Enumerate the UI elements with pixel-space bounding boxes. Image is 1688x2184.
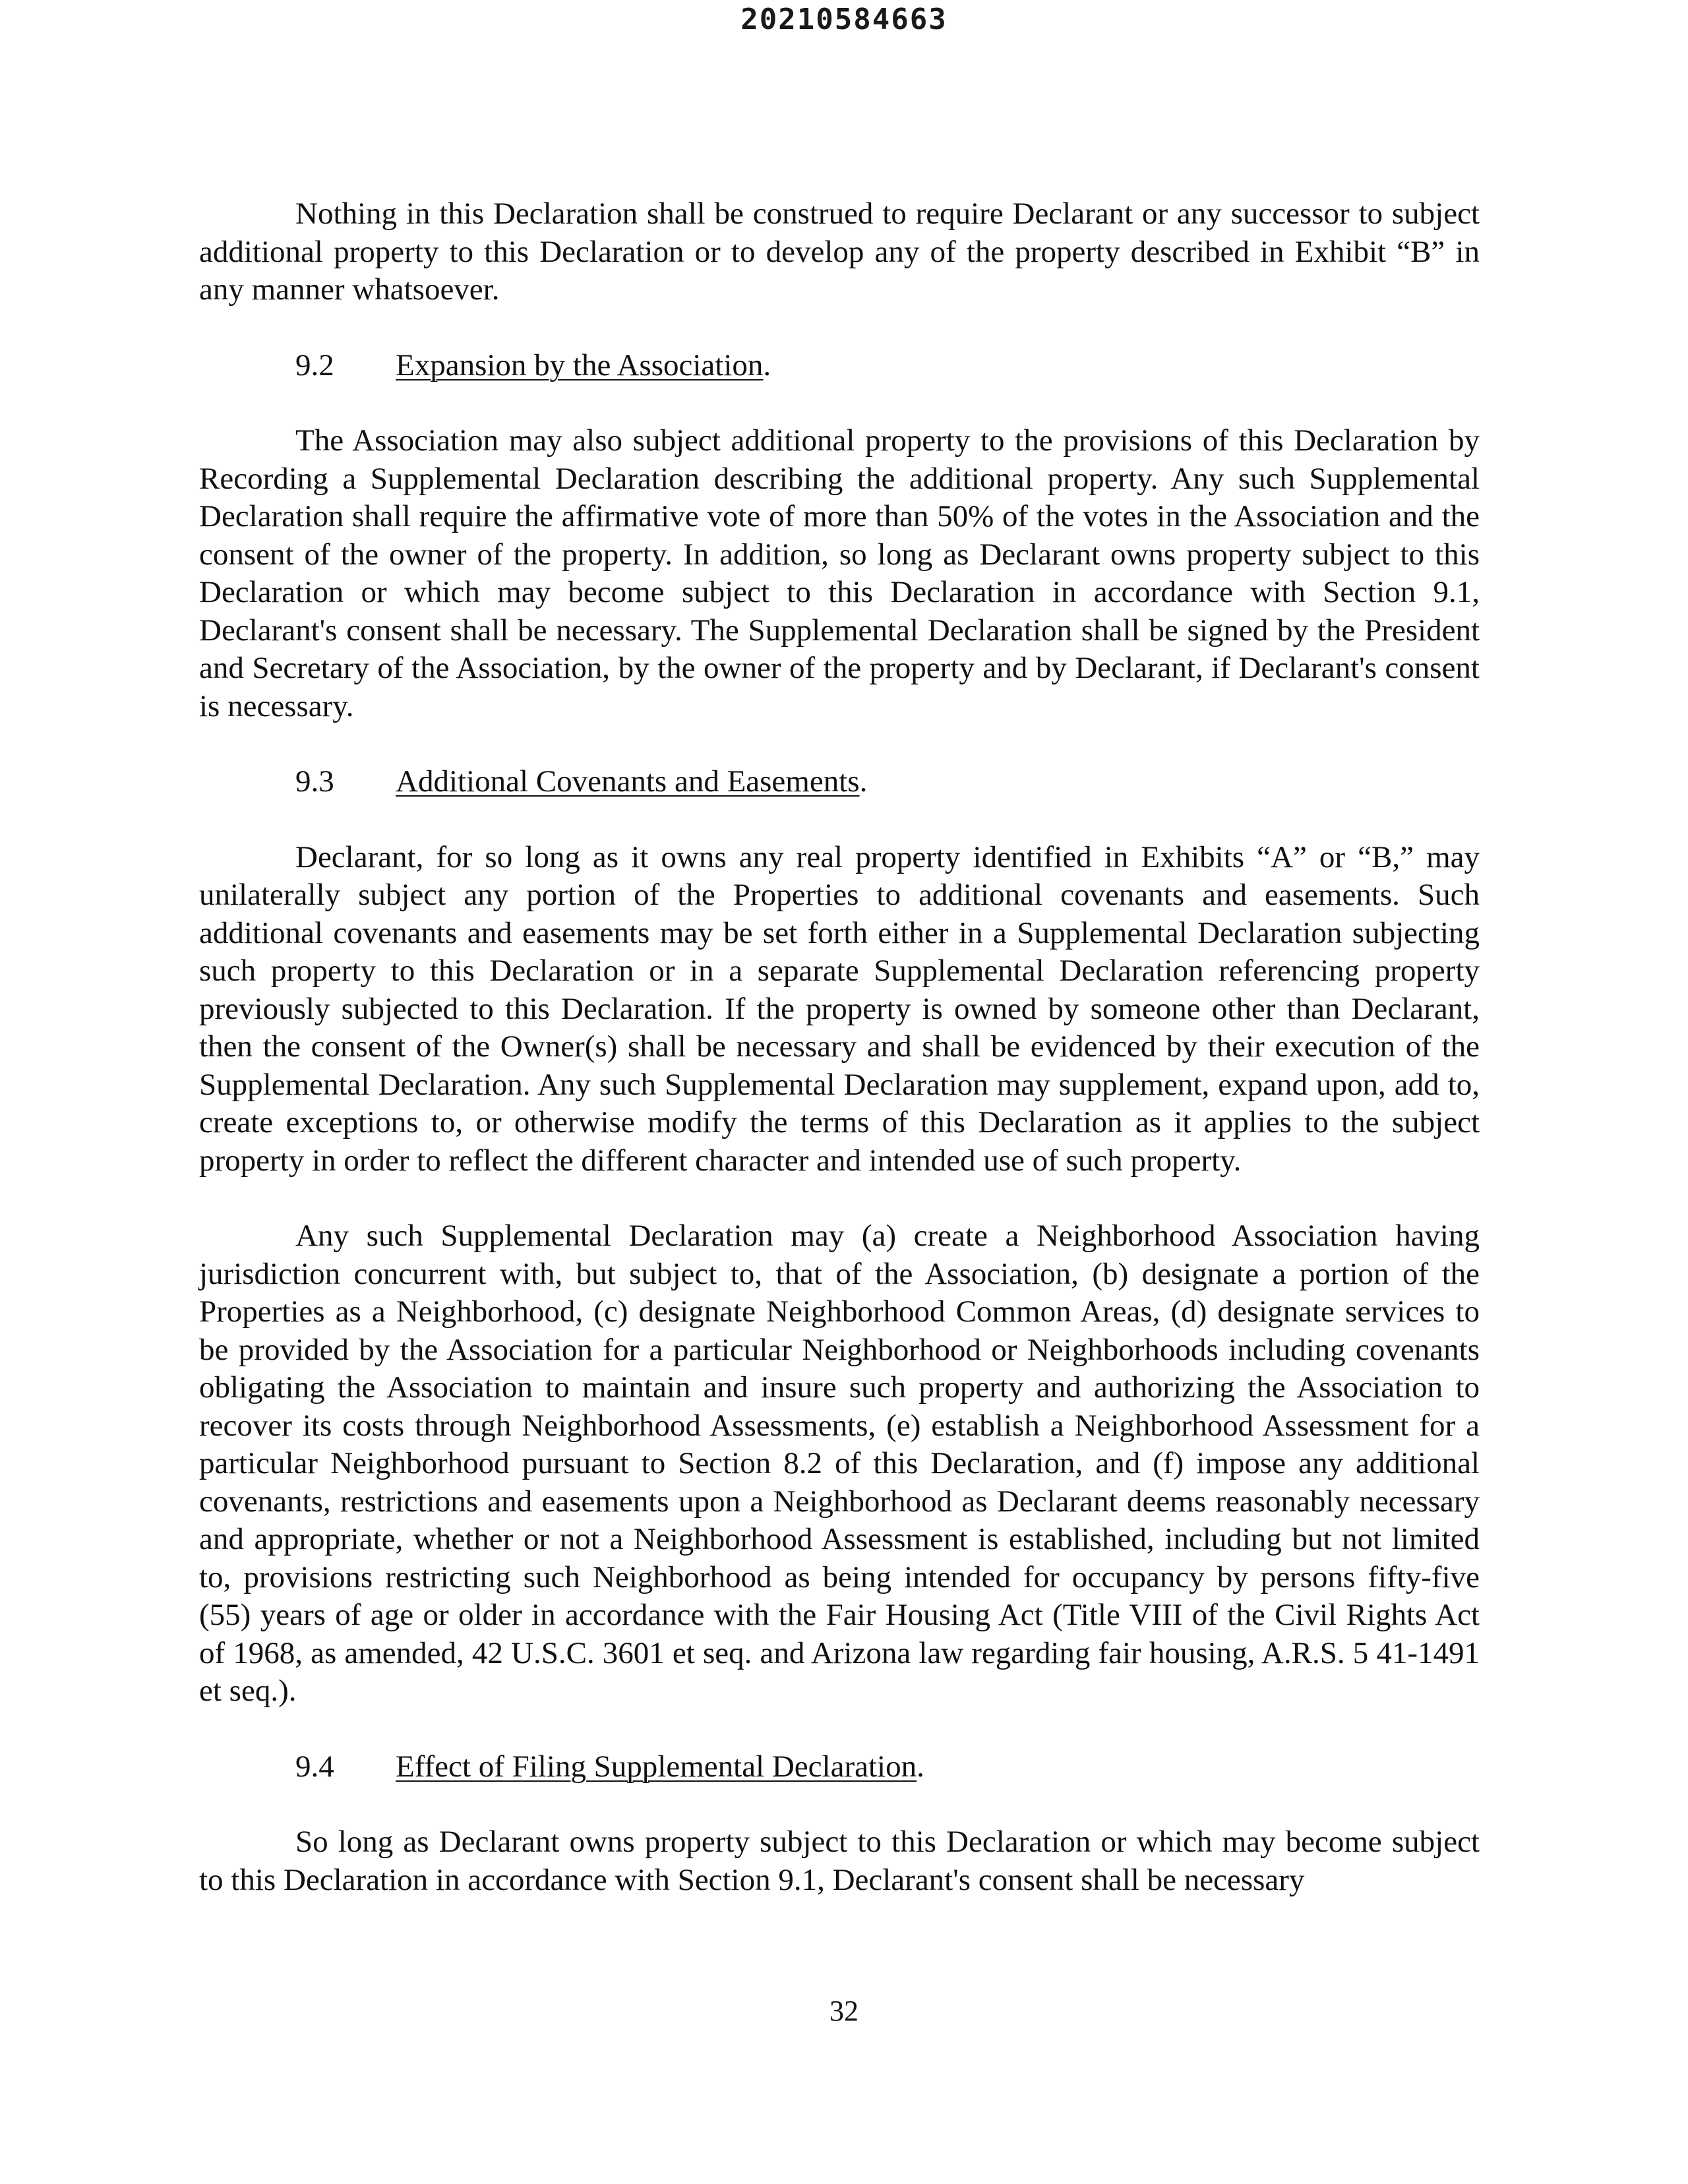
section-heading-9-4 [199,1748,1480,1786]
page-body [199,195,1480,1937]
section-number: 9.2 [295,348,334,382]
document-number: 20210584663 [740,3,948,36]
section-number: 9.4 [295,1749,334,1784]
section-number: 9.3 [295,764,334,799]
section-title-period: . [859,764,868,799]
paragraph-expansion-by-association: The Association may also subject additional property to the provisions of this Declaration by Recording a Supplemental Declaration describing the additional property. Any such Supplemental Declaration shall require the affirmative vote of more than 50% of the votes in the Association and the consent of the owner of the property. In addition, so long as Declarant owns property subject to this Declaration or which may become subject to this Declaration in accordance with Section 9.1, Declarant's consent shall be necessary. The Supplemental Declaration shall be signed by the President and Secretary of the Association, by the owner of the property and by Declarant, if Declarant's consent is necessary. [199,423,1480,723]
section-title-period: . [763,348,771,382]
paragraph-effect-of-filing: So long as Declarant owns property subject to this Declaration or which may become subject to this Declaration in accordance with Section 9.1, Declarant's consent shall be necessary [199,1825,1480,1897]
section-heading-9-2 [199,347,1480,385]
section-title-period: . [917,1749,924,1784]
section-title: Expansion by the Association [396,348,764,382]
section-title: Effect of Filing Supplemental Declaration [396,1749,917,1784]
page-number: 32 [829,1995,859,2027]
paragraph-no-obligation: Nothing in this Declaration shall be construed to require Declarant or any successor to subject additional property to this Declaration or to develop any of the property described in Exhibit “B” in any manner whatsoever. [199,197,1480,307]
paragraph-additional-covenants: Declarant, for so long as it owns any real property identified in Exhibits “A” or “B,” may unilaterally subject any portion of the Properties to additional covenants and easements. Such additional covenants and easements may be set forth either in a Supplemental Declaration subjecting such property to this Declaration or in a separate Supplemental Declaration referencing property previously subjected to this Declaration. If the property is owned by someone other than Declarant, then the consent of the Owner(s) shall be necessary and shall be evidenced by their execution of the Supplemental Declaration. Any such Supplemental Declaration may supplement, expand upon, add to, create exceptions to, or otherwise modify the terms of this Declaration as it applies to the subject property in order to reflect the different character and intended use of such property. [199,839,1480,1178]
section-title: Additional Covenants and Easements [396,764,860,799]
paragraph-neighborhood-provisions: Any such Supplemental Declaration may (a) create a Neighborhood Association having jurisdiction concurrent with, but subject to, that of the Association, (b) designate a portion of the Properties as a Neighborhood, (c) designate Neighborhood Common Areas, (d) designate services to be provided by the Association for a particular Neighborhood or Neighborhoods including covenants obligating the Association to maintain and insure such property and authorizing the Association to recover its costs through Neighborhood Assessments, (e) establish a Neighborhood Assessment for a particular Neighborhood pursuant to Section 8.2 of this Declaration, and (f) impose any additional covenants, restrictions and easements upon a Neighborhood as Declarant deems reasonably necessary and appropriate, whether or not a Neighborhood Assessment is established, including but not limited to, provisions restricting such Neighborhood as being intended for occupancy by persons fifty-five (55) years of age or older in accordance with the Fair Housing Act (Title VIII of the Civil Rights Act of 1968, as amended, 42 U.S.C. 3601 et seq. and Arizona law regarding fair housing, A.R.S. 5 41-1491 et seq.). [199,1219,1480,1708]
section-heading-9-3 [199,763,1480,801]
